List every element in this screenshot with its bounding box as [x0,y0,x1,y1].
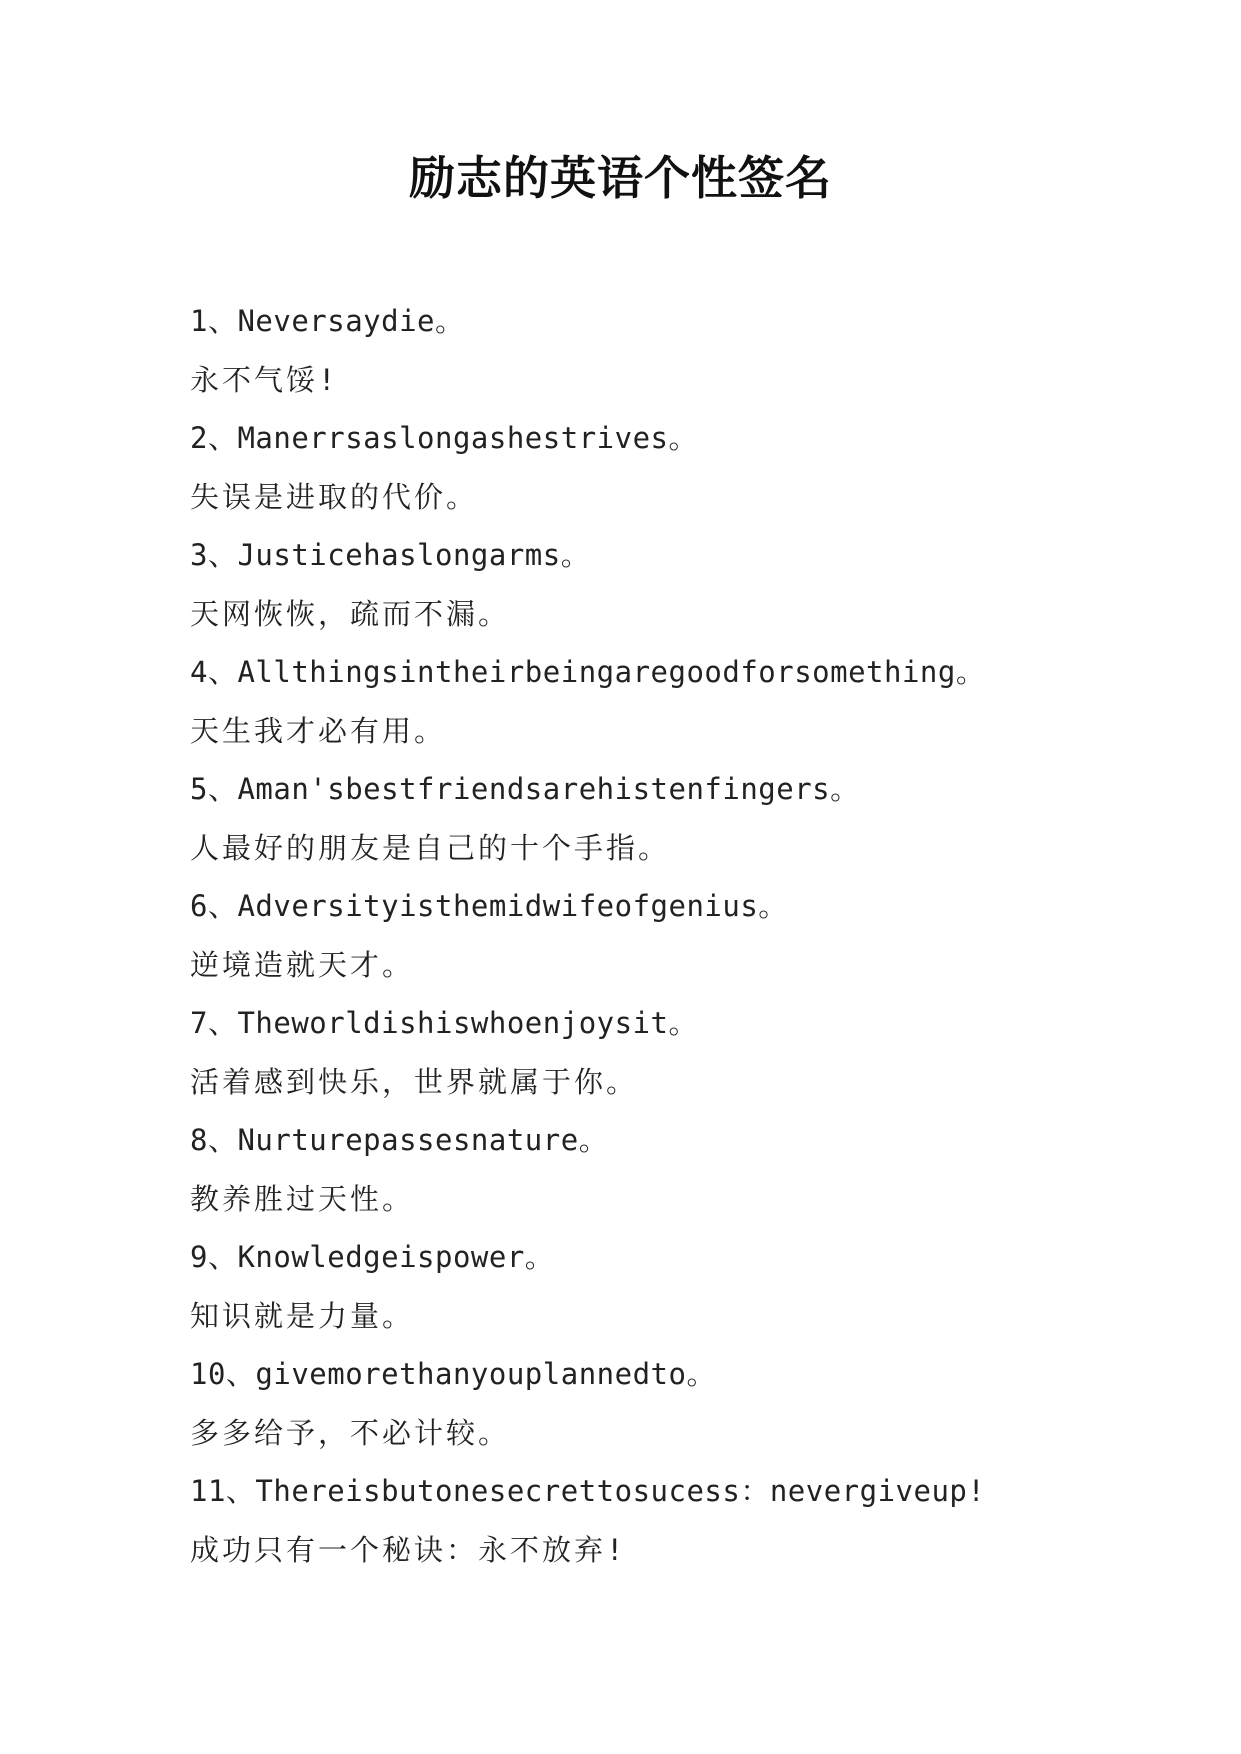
quote-chinese-4: 天生我才必有用。 [190,713,447,748]
quote-english-4: 4、Allthingsintheirbeingaregoodforsomething。 [190,655,986,689]
quote-english-7: 7、Theworldishiswhoenjoysit。 [190,1006,698,1040]
document-title: 励志的英语个性签名 [409,151,832,205]
quote-chinese-2: 失误是进取的代价。 [190,479,479,514]
quote-english-6: 6、Adversityisthemidwifeofgenius。 [190,889,788,923]
quote-english-11: 11、Thereisbutonesecrettosucess：nevergiveup! [190,1474,986,1508]
quote-chinese-5: 人最好的朋友是自己的十个手指。 [190,830,671,865]
quote-chinese-1: 永不气馁! [190,362,339,397]
quote-chinese-11: 成功只有一个秘诀：永不放弃! [190,1532,627,1567]
quote-chinese-8: 教养胜过天性。 [190,1181,415,1216]
quote-english-5: 5、Aman'sbestfriendsarehistenfingers。 [190,772,860,806]
quote-chinese-6: 逆境造就天才。 [190,947,415,982]
quote-chinese-10: 多多给予，不必计较。 [190,1415,511,1450]
quote-list [190,292,1170,1579]
quote-english-1: 1、Neversaydie。 [190,304,465,338]
quote-english-3: 3、Justicehaslongarms。 [190,538,591,572]
quote-english-10: 10、givemorethanyouplannedto。 [190,1357,716,1391]
quote-chinese-3: 天网恢恢，疏而不漏。 [190,596,511,631]
quote-english-9: 9、Knowledgeispower。 [190,1240,555,1274]
quote-english-2: 2、Manerrsaslongashestrives。 [190,421,698,455]
quote-chinese-9: 知识就是力量。 [190,1298,415,1333]
quote-chinese-7: 活着感到快乐，世界就属于你。 [190,1064,639,1099]
quote-english-8: 8、Nurturepassesnature。 [190,1123,609,1157]
